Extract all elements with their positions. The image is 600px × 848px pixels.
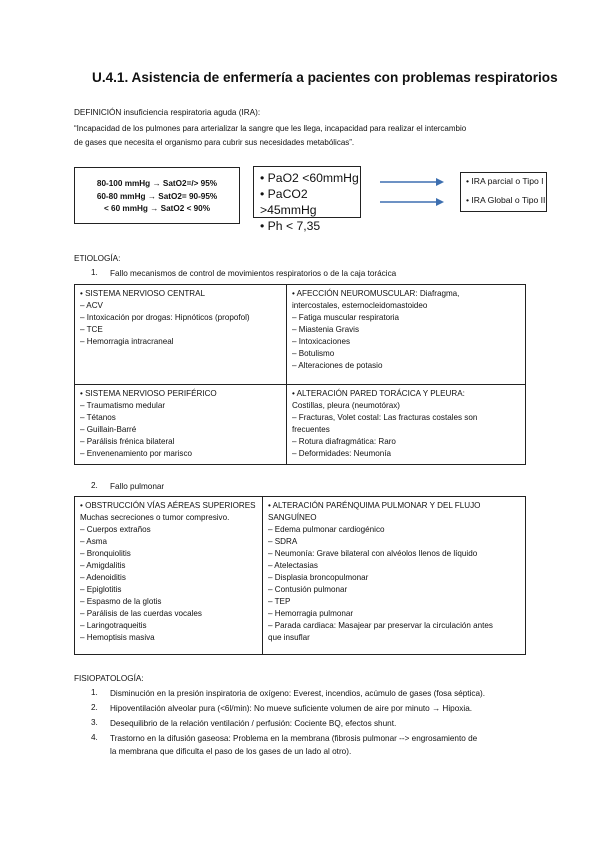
cell-line: • SISTEMA NERVIOSO PERIFÉRICO — [80, 389, 217, 398]
section2-title: Fallo pulmonar — [110, 482, 165, 491]
table-cell — [75, 385, 287, 465]
cell-line: • ALTERACIÓN PARÉNQUIMA PULMONAR Y DEL FLUJO — [268, 501, 481, 510]
cell-line: – TEP — [268, 597, 291, 606]
cell-line: – Parálisis de las cuerdas vocales — [80, 609, 202, 618]
blood-gas-line: • Ph < 7,35 — [260, 218, 360, 234]
cell-line: – Cuerpos extraños — [80, 525, 151, 534]
cell-line: que insuflar — [268, 633, 310, 642]
definition-quote-line2: de gases que necesita el organismo para cubrir sus necesidades metabólicas”. — [74, 138, 355, 147]
cell-line: – Amigdalitis — [80, 561, 126, 570]
section1-title: Fallo mecanismos de control de movimientos respiratorios o de la caja torácica — [110, 269, 397, 278]
cell-line: – ACV — [80, 301, 103, 310]
cell-line: – TCE — [80, 325, 103, 334]
list-item-continuation: la membrana que dificulta el paso de los gases de un lado al otro). — [110, 747, 352, 756]
blood-gas-box — [253, 166, 361, 233]
cell-line: – Asma — [80, 537, 107, 546]
list-number: 2. — [91, 703, 98, 712]
etiologia-heading: ETIOLOGÍA: — [74, 254, 121, 263]
cell-line: frecuentes — [292, 425, 330, 434]
cell-line: • OBSTRUCCIÓN VÍAS AÉREAS SUPERIORES — [80, 501, 256, 510]
cell-line: • AFECCIÓN NEUROMUSCULAR: Diafragma, — [292, 289, 460, 298]
ira-type-line: • IRA parcial o Tipo I — [466, 176, 546, 187]
blood-gas-line: • PaCO2 >45mmHg — [260, 186, 360, 218]
list-item: Disminución en la presión inspiratoria de oxígeno: Everest, incendios, acúmulo de gases (fosa séptica). — [110, 689, 486, 698]
cell-line: – Hemorragia intracraneal — [80, 337, 174, 346]
cell-line: – Fatiga muscular respiratoria — [292, 313, 400, 322]
list-item: Desequilibrio de la relación ventilación / perfusión: Cociente BQ, efectos shunt. — [110, 719, 397, 728]
cell-line: – Neumonía: Grave bilateral con alvéolos llenos de líquido — [268, 549, 478, 558]
cell-line: – Espasmo de la glotis — [80, 597, 162, 606]
list-item: Hipoventilación alveolar pura (<6l/min): No mueve suficiente volumen de aire por minuto → Hipoxia. — [110, 704, 473, 713]
table-cell — [287, 285, 526, 385]
etiologia-table-2 — [74, 496, 526, 655]
section-number: 1. — [91, 268, 98, 277]
cell-line: – Adenoiditis — [80, 573, 126, 582]
fisiopatologia-heading: FISIOPATOLOGÍA: — [74, 674, 144, 683]
cell-line: – Envenenamiento por marisco — [80, 449, 193, 458]
list-item: Trastorno en la difusión gaseosa: Problema en la membrana (fibrosis pulmonar --> engrosamiento de — [110, 734, 478, 743]
cell-line: – Hemorragia pulmonar — [268, 609, 354, 618]
cell-line: • ALTERACIÓN PARED TORÁCICA Y PLEURA: — [292, 389, 465, 398]
cell-line: – Alteraciones de potasio — [292, 361, 383, 370]
cell-line: – Displasia broncopulmonar — [268, 573, 369, 582]
list-number: 1. — [91, 688, 98, 697]
cell-line: Muchas secreciones o tumor compresivo. — [80, 513, 230, 522]
etiologia-table-1 — [74, 284, 526, 465]
blood-gas-line: • PaO2 <60mmHg — [260, 170, 360, 186]
cell-line: Costillas, pleura (neumotórax) — [292, 401, 400, 410]
table-row — [75, 497, 526, 655]
list-number: 4. — [91, 733, 98, 742]
cell-line: intercostales, esternocleidomastoideo — [292, 301, 428, 310]
cell-line: – Bronquiolitis — [80, 549, 131, 558]
saturation-line: 60-80 mmHg → SatO2= 90-95% — [96, 191, 218, 201]
cell-line: – Traumatismo medular — [80, 401, 166, 410]
ira-type-line: • IRA Global o Tipo II — [466, 195, 546, 206]
arrows-graphic — [378, 176, 448, 210]
cell-line: – Atelectasias — [268, 561, 318, 570]
table-cell — [263, 497, 526, 655]
saturation-box — [74, 167, 240, 224]
cell-line: – Miastenia Gravis — [292, 325, 360, 334]
page-title: U.4.1. Asistencia de enfermería a pacientes con problemas respiratorios — [92, 70, 558, 85]
table-cell — [75, 497, 263, 655]
table-row — [75, 385, 526, 465]
cell-line: – Botulismo — [292, 349, 335, 358]
ira-type-box — [460, 172, 547, 212]
cell-line: – Contusión pulmonar — [268, 585, 348, 594]
arrowhead-icon — [436, 178, 444, 186]
section-number: 2. — [91, 481, 98, 490]
cell-line: – Hemoptisis masiva — [80, 633, 155, 642]
cell-line: – Tétanos — [80, 413, 116, 422]
cell-line: – Fracturas, Volet costal: Las fracturas costales son — [292, 413, 478, 422]
cell-line: – Guillain-Barré — [80, 425, 137, 434]
definition-quote-line1: “Incapacidad de los pulmones para arterializar la sangre que les llega, incapacidad para realizar el intercambio — [74, 124, 467, 133]
saturation-line: < 60 mmHg → SatO2 < 90% — [103, 204, 211, 214]
definition-heading: DEFINICIÓN insuficiencia respiratoria aguda (IRA): — [74, 108, 261, 117]
cell-line: – Deformidades: Neumonía — [292, 449, 391, 458]
cell-line: – Laringotraqueitis — [80, 621, 147, 630]
table-cell — [287, 385, 526, 465]
cell-line: – Parada cardiaca: Masajear par preservar la circulación antes — [268, 621, 493, 630]
table-row — [75, 285, 526, 385]
arrowhead-icon — [436, 198, 444, 206]
cell-line: – Intoxicación por drogas: Hipnóticos (propofol) — [80, 313, 250, 322]
cell-line: • SISTEMA NERVIOSO CENTRAL — [80, 289, 206, 298]
table-cell — [75, 285, 287, 385]
cell-line: – SDRA — [268, 537, 298, 546]
cell-line: – Epiglotitis — [80, 585, 122, 594]
cell-line: – Edema pulmonar cardiogénico — [268, 525, 385, 534]
cell-line: – Rotura diafragmática: Raro — [292, 437, 396, 446]
cell-line: SANGUÍNEO — [268, 513, 317, 522]
saturation-line: 80-100 mmHg → SatO2=/> 95% — [96, 179, 218, 188]
list-number: 3. — [91, 718, 98, 727]
cell-line: – Intoxicaciones — [292, 337, 351, 346]
cell-line: – Parálisis frénica bilateral — [80, 437, 175, 446]
